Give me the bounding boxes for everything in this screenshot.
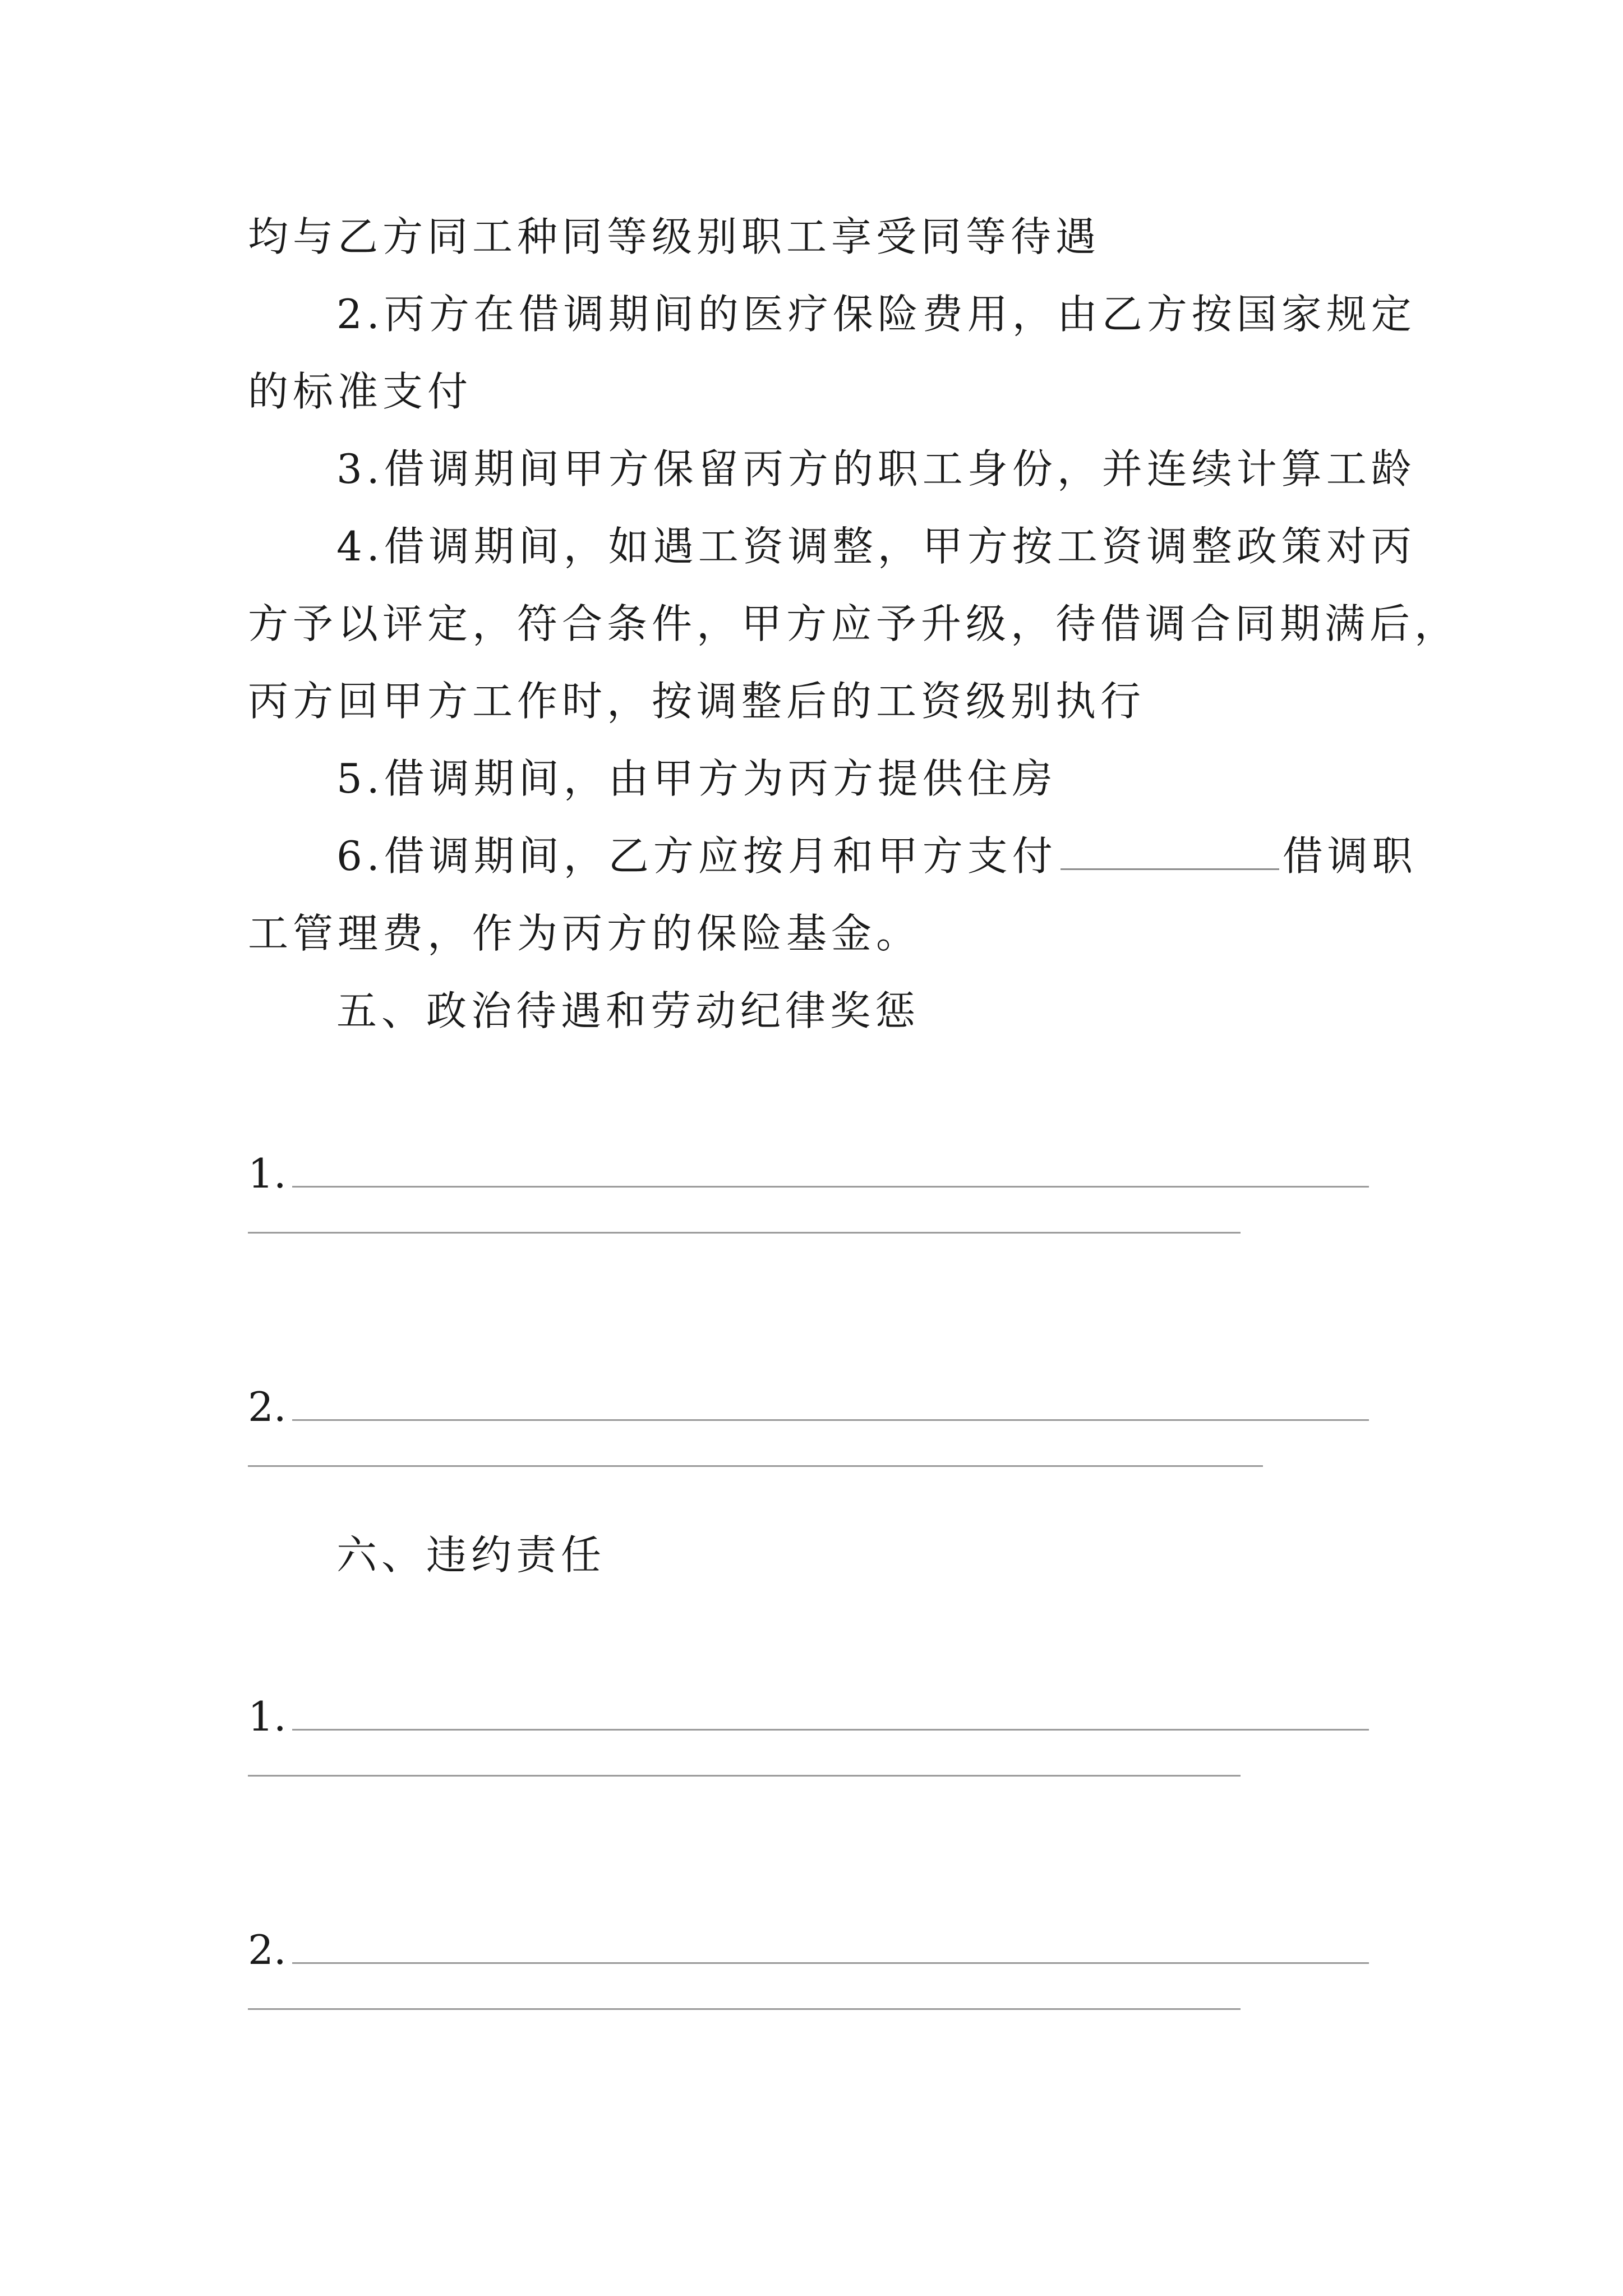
paragraph-line: 均与乙方同工种同等级别职工享受同等待遇 <box>248 213 1101 260</box>
fill-in-line-continuation[interactable] <box>248 2008 1241 2010</box>
clause-2-continuation: 的标准支付 <box>248 368 473 415</box>
clause-4-line: 4.借调期间，如遇工资调整，甲方按工资调整政策对丙 <box>336 523 1416 570</box>
clause-6-text: 6.借调期间，乙方应按月和甲方支付 <box>336 832 1057 880</box>
fill-in-line-continuation[interactable] <box>248 1775 1241 1777</box>
item-number: 2. <box>248 1926 287 1973</box>
section-6-item-1 <box>248 1688 1369 1745</box>
clause-4-continuation: 丙方回甲方工作时，按调整后的工资级别执行 <box>248 678 1146 725</box>
fill-in-line[interactable] <box>292 1387 1369 1421</box>
fill-in-line[interactable] <box>292 1153 1369 1188</box>
clause-6-continuation: 工管理费，作为丙方的保险基金。 <box>248 910 921 957</box>
section-6-item-2 <box>248 1922 1369 1978</box>
item-number: 1. <box>248 1693 287 1740</box>
fill-in-line[interactable] <box>292 1696 1369 1731</box>
clause-4-continuation: 方予以评定，符合条件，甲方应予升级，待借调合同期满后， <box>248 600 1460 647</box>
fill-in-line-continuation[interactable] <box>248 1465 1263 1467</box>
item-number: 2. <box>248 1383 287 1430</box>
clause-3-line: 3.借调期间甲方保留丙方的职工身份，并连续计算工龄 <box>336 445 1416 493</box>
section-6-heading: 六、违约责任 <box>336 1531 606 1579</box>
section-5-item-1 <box>248 1145 1369 1202</box>
section-5-heading: 五、政治待遇和劳动纪律奖惩 <box>336 987 920 1034</box>
fill-in-line-continuation[interactable] <box>248 1232 1241 1234</box>
clause-6-line <box>336 828 1417 884</box>
item-number: 1. <box>248 1150 287 1197</box>
fill-in-line[interactable] <box>292 1930 1369 1964</box>
fee-blank-field[interactable] <box>1061 835 1279 870</box>
clause-6-text-tail: 借调职 <box>1282 832 1417 880</box>
section-5-item-2 <box>248 1379 1369 1435</box>
clause-2-line: 2.丙方在借调期间的医疗保险费用，由乙方按国家规定 <box>336 291 1416 338</box>
clause-5-line: 5.借调期间，由甲方为丙方提供住房 <box>336 755 1057 802</box>
